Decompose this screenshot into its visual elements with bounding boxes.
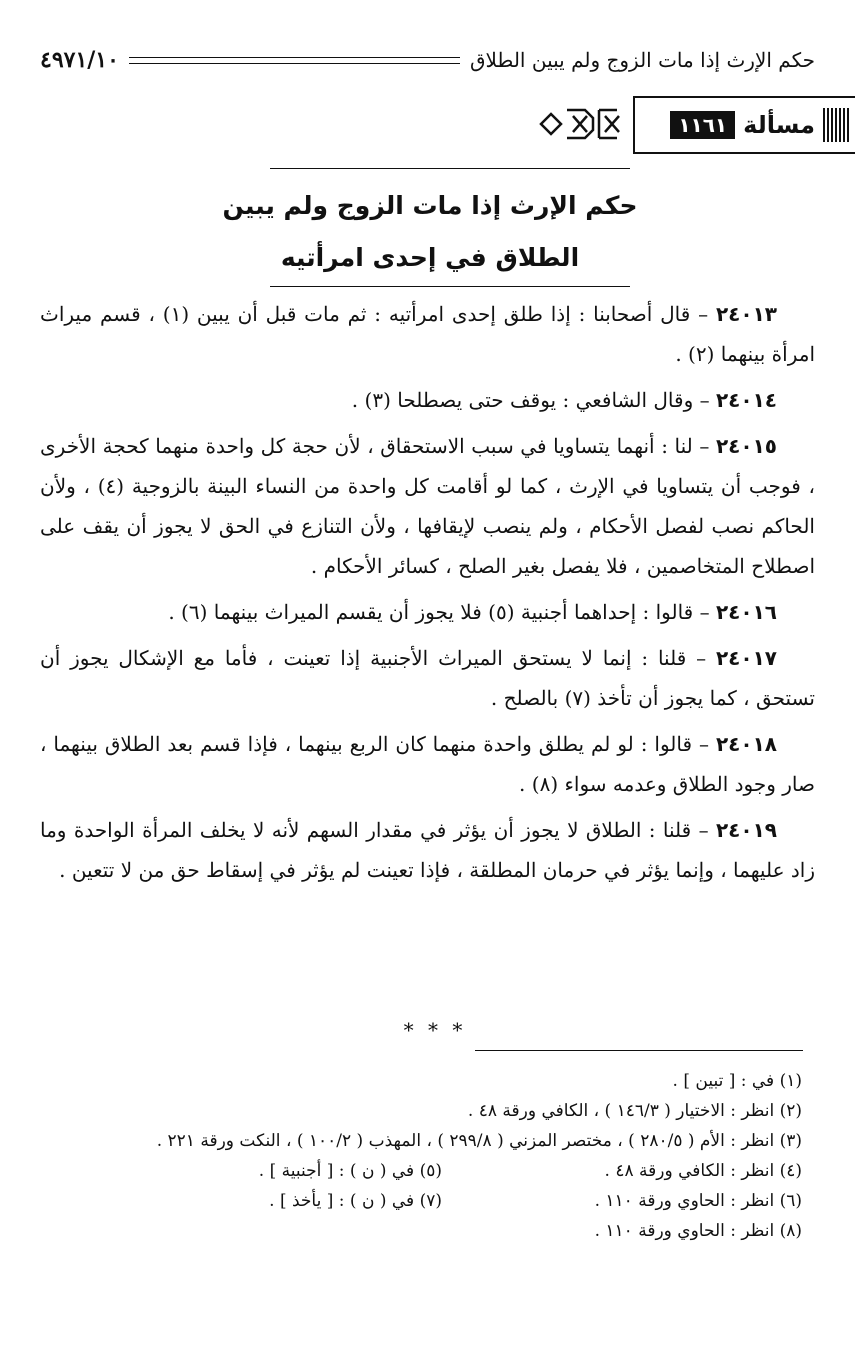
running-header — [40, 38, 815, 82]
paragraph — [40, 294, 815, 374]
paragraph-number: ٢٤٠١٥ — [715, 434, 778, 458]
section-separator: * * * — [403, 1018, 467, 1042]
paragraph-text: – قالوا : إحداهما أجنبية (٥) فلا يجوز أن يقسم الميراث بينهما (٦) . — [168, 600, 710, 624]
body-text — [40, 294, 815, 896]
title-top-rule — [270, 168, 630, 169]
footnotes — [40, 1066, 802, 1246]
paragraph-text: – وقال الشافعي : يوقف حتى يصطلحا (٣) . — [351, 388, 710, 412]
page-reference: ٤٩٧١/١٠ — [40, 47, 119, 73]
geometric-ornament-icon — [533, 102, 633, 146]
footnote-6: (٦) انظر : الحاوي ورقة ١١٠ . — [594, 1191, 802, 1211]
striped-bars-ornament — [823, 108, 849, 142]
masala-number: ١١٦١ — [670, 111, 735, 139]
title-bottom-rule — [270, 286, 630, 287]
footnote-2: (٢) انظر : الاختيار ( ١٤٦/٣ ) ، الكافي ورقة ٤٨ . — [467, 1101, 802, 1121]
paragraph — [40, 724, 815, 804]
paragraph — [40, 592, 815, 632]
paragraph-text: – قلنا : إنما لا يستحق الميراث الأجنبية إذا تعينت ، فأما مع الإشكال يجوز أن تستحق ، كما يجوز أن تأخذ (٧) بالصلح . — [40, 646, 815, 710]
footnote-8: (٨) انظر : الحاوي ورقة ١١٠ . — [594, 1221, 802, 1241]
paragraph-number: ٢٤٠١٧ — [715, 646, 777, 670]
paragraph-text: – قال أصحابنا : إذا طلق إحدى امرأتيه : ثم مات قبل أن يبين (١) ، قسم ميراث امرأة بينهما (٢) . — [40, 302, 815, 366]
paragraph-number: ٢٤٠١٨ — [715, 732, 777, 756]
running-header-rule — [129, 57, 460, 64]
title-line-1: حكم الإرث إذا مات الزوج ولم يبين — [222, 191, 638, 220]
footnote-rule — [475, 1050, 803, 1051]
running-header-title: حكم الإرث إذا مات الزوج ولم يبين الطلاق — [469, 48, 815, 72]
paragraph-number: ٢٤٠١٣ — [715, 302, 778, 326]
title-line-2: الطلاق في إحدى امرأتيه — [280, 243, 580, 272]
masala-banner — [535, 96, 855, 152]
footnote-row — [40, 1186, 802, 1216]
page-title — [200, 180, 660, 284]
footnote-4: (٤) انظر : الكافي ورقة ٤٨ . — [604, 1161, 802, 1181]
footnote-7: (٧) في ( ن ) : [ يأخذ ] . — [269, 1191, 442, 1211]
footnote-row — [40, 1156, 802, 1186]
paragraph-number: ٢٤٠١٩ — [715, 818, 778, 842]
paragraph-text: – قالوا : لو لم يطلق واحدة منهما كان الربع بينهما ، فإذا قسم بعد الطلاق بينهما ، صار وجود الطلاق وعدمه سواء (٨) . — [40, 732, 815, 796]
paragraph-text: – قلنا : الطلاق لا يجوز أن يؤثر في مقدار السهم لأنه لا يخلف المرأة الواحدة وما زاد عليهما ، وإنما يؤثر في حرمان المطلقة ، فإذا تعينت لم يؤثر في إسقاط حق من لا تتعين . — [40, 818, 815, 882]
paragraph-text: – لنا : أنهما يتساويا في سبب الاستحقاق ، لأن حجة كل واحدة منهما كحجة الأخرى ، فوجب أن يتساويا في الإرث ، كما لو أقامت كل واحدة من النساء البينة بالزوجية (٤) ، ولأن الحاكم نصب لفصل الأحكام ، ولم ينصب لإيقافها ، ولأن التنازع في الحق لا يجوز أن يقف على اصطلاح المتخاصمين ، فلا يفصل بغير الصلح ، كسائر الأحكام . — [40, 434, 815, 578]
masala-label: مسألة — [743, 111, 815, 139]
paragraph-number: ٢٤٠١٦ — [715, 600, 777, 624]
paragraph — [40, 426, 815, 586]
footnote-3: (٣) انظر : الأم ( ٢٨٠/٥ ) ، مختصر المزني ( ٢٩٩/٨ ) ، المهذب ( ١٠٠/٢ ) ، النكت ورقة ٢٢١ . — [156, 1131, 802, 1151]
paragraph-number: ٢٤٠١٤ — [715, 388, 777, 412]
paragraph — [40, 380, 815, 420]
footnote-5: (٥) في ( ن ) : [ أجنبية ] . — [258, 1161, 442, 1181]
masala-label-box — [633, 96, 855, 154]
paragraph — [40, 638, 815, 718]
footnote-1: (١) في : [ تبين ] . — [672, 1071, 802, 1091]
paragraph — [40, 810, 815, 890]
